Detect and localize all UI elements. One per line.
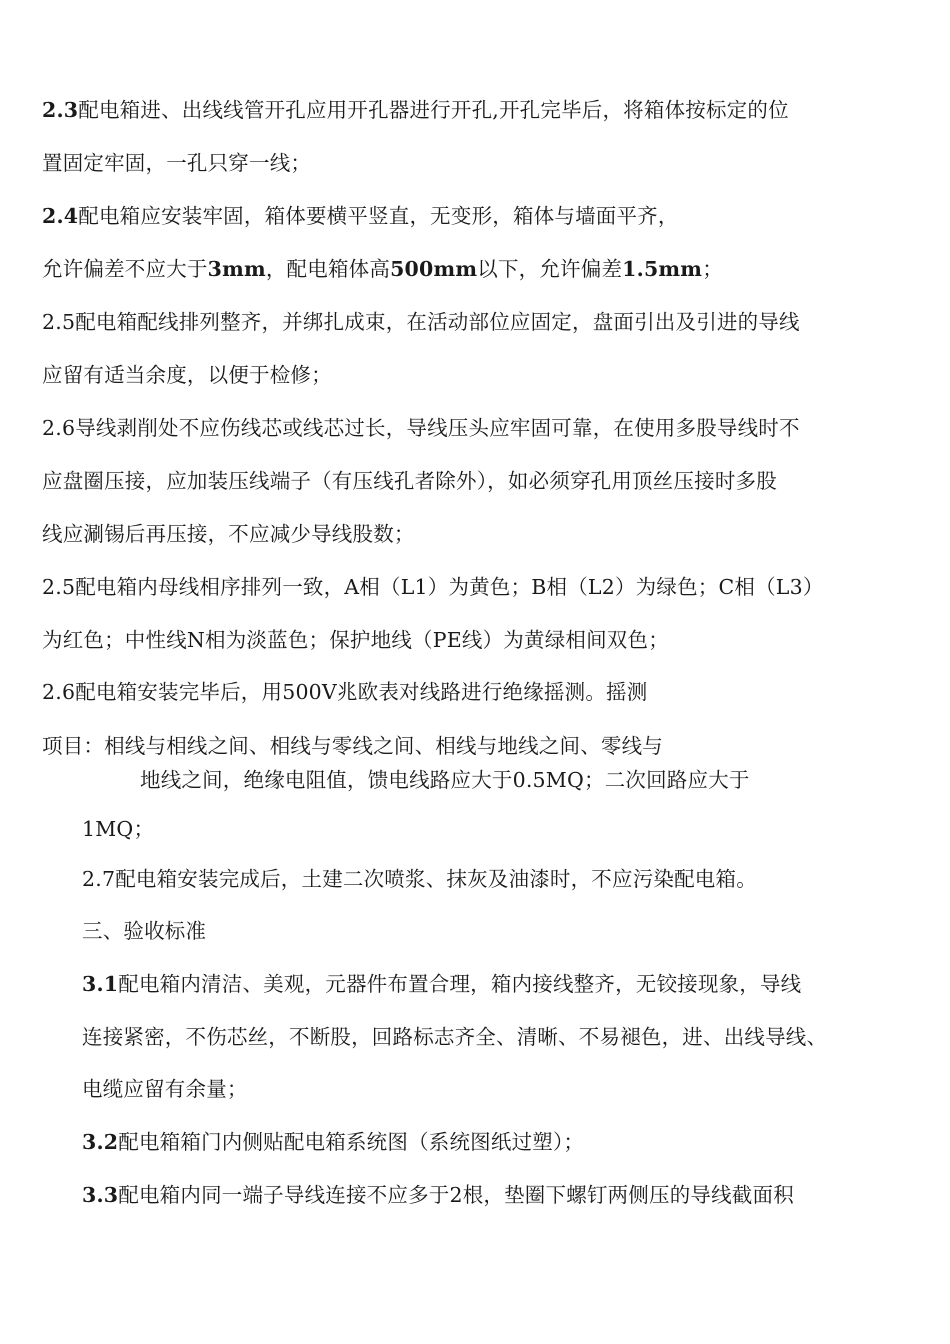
line-text: 配电箱箱门内侧贴配电箱系统图（系统图纸过塑）； bbox=[118, 1130, 585, 1154]
paragraph-3-2 bbox=[82, 1128, 584, 1156]
line-text: 配电箱内同一端子导线连接不应多于2根，垫圈下螺钉两侧压的导线截面积 bbox=[118, 1183, 794, 1207]
line-text: 1MQ； bbox=[82, 817, 155, 841]
line-text-part: 允许偏差不应大于 bbox=[42, 257, 208, 281]
paragraph-2-6-line-1 bbox=[42, 414, 800, 442]
section-number: 2.4 bbox=[42, 204, 79, 228]
line-text-part: ； bbox=[702, 257, 723, 281]
paragraph-2-6-line-2 bbox=[42, 467, 777, 495]
value-1-5mm: 1.5mm bbox=[622, 257, 703, 281]
paragraph-2-6b-line-2 bbox=[42, 732, 663, 760]
line-text-part: ，配电箱体高 bbox=[265, 257, 391, 281]
section-number: 3.1 bbox=[82, 972, 119, 996]
paragraph-3-1-line-3 bbox=[82, 1075, 248, 1103]
line-text: 配电箱内清洁、美观，元器件布置合理，箱内接线整齐，无铰接现象，导线 bbox=[118, 972, 802, 996]
paragraph-3-1-line-1 bbox=[82, 970, 801, 998]
paragraph-2-5b-line-1 bbox=[42, 573, 824, 601]
paragraph-2-3-line-1 bbox=[42, 96, 789, 124]
line-text: 2.5配电箱内母线相序排列一致，A相（L1）为黄色；B相（L2）为绿色；C相（L3） bbox=[42, 575, 824, 599]
section-number: 3.2 bbox=[82, 1130, 119, 1154]
line-text: 连接紧密，不伤芯丝，不断股，回路标志齐全、清晰、不易褪色，进、出线导线、 bbox=[82, 1025, 828, 1049]
paragraph-2-6b-line-3 bbox=[140, 766, 750, 794]
line-text: 置固定牢固，一孔只穿一线； bbox=[42, 151, 312, 175]
line-text: 应留有适当余度，以便于检修； bbox=[42, 363, 332, 387]
paragraph-2-5b-line-2 bbox=[42, 626, 669, 654]
paragraph-2-6-line-3 bbox=[42, 520, 415, 548]
paragraph-3-3 bbox=[82, 1181, 794, 1209]
line-text: 2.5配电箱配线排列整齐，并绑扎成束，在活动部位应固定，盘面引出及引进的导线 bbox=[42, 310, 800, 334]
paragraph-2-4-line-1 bbox=[42, 202, 679, 230]
line-text: 2.6配电箱安装完毕后，用500V兆欧表对线路进行绝缘摇测。摇测 bbox=[42, 680, 648, 704]
paragraph-2-5-line-2 bbox=[42, 361, 332, 389]
line-text: 应盘圈压接，应加装压线端子（有压线孔者除外），如必须穿孔用顶丝压接时多股 bbox=[42, 469, 777, 493]
value-500mm: 500mm bbox=[390, 257, 478, 281]
line-text: 为红色；中性线N相为淡蓝色；保护地线（PE线）为黄绿相间双色； bbox=[42, 628, 669, 652]
section-heading-acceptance bbox=[82, 917, 206, 945]
paragraph-2-6b-line-4 bbox=[82, 815, 154, 843]
line-text: 2.6导线剥削处不应伤线芯或线芯过长，导线压头应牢固可靠，在使用多股导线时不 bbox=[42, 416, 800, 440]
line-text: 项目：相线与相线之间、相线与零线之间、相线与地线之间、零线与 bbox=[42, 734, 663, 758]
section-number: 2.3 bbox=[42, 98, 79, 122]
paragraph-2-7 bbox=[82, 865, 757, 893]
paragraph-2-3-line-2 bbox=[42, 149, 311, 177]
line-text: 线应涮锡后再压接，不应减少导线股数； bbox=[42, 522, 415, 546]
line-text: 地线之间，绝缘电阻值，馈电线路应大于0.5MQ；二次回路应大于 bbox=[140, 768, 750, 792]
section-number: 3.3 bbox=[82, 1183, 119, 1207]
value-3mm: 3mm bbox=[207, 257, 266, 281]
line-text: 配电箱应安装牢固，箱体要横平竖直，无变形，箱体与墙面平齐， bbox=[78, 204, 679, 228]
line-text-part: 以下，允许偏差 bbox=[477, 257, 623, 281]
paragraph-2-5-line-1 bbox=[42, 308, 800, 336]
paragraph-3-1-line-2 bbox=[82, 1023, 827, 1051]
line-text: 2.7配电箱安装完成后，土建二次喷浆、抹灰及油漆时，不应污染配电箱。 bbox=[82, 867, 757, 891]
paragraph-2-6b-line-1 bbox=[42, 678, 647, 706]
line-text: 配电箱进、出线线管开孔应用开孔器进行开孔,开孔完毕后，将箱体按标定的位 bbox=[78, 98, 789, 122]
section-heading: 三、验收标准 bbox=[82, 919, 207, 943]
paragraph-2-4-line-2 bbox=[42, 255, 723, 283]
line-text: 电缆应留有余量； bbox=[82, 1077, 248, 1101]
